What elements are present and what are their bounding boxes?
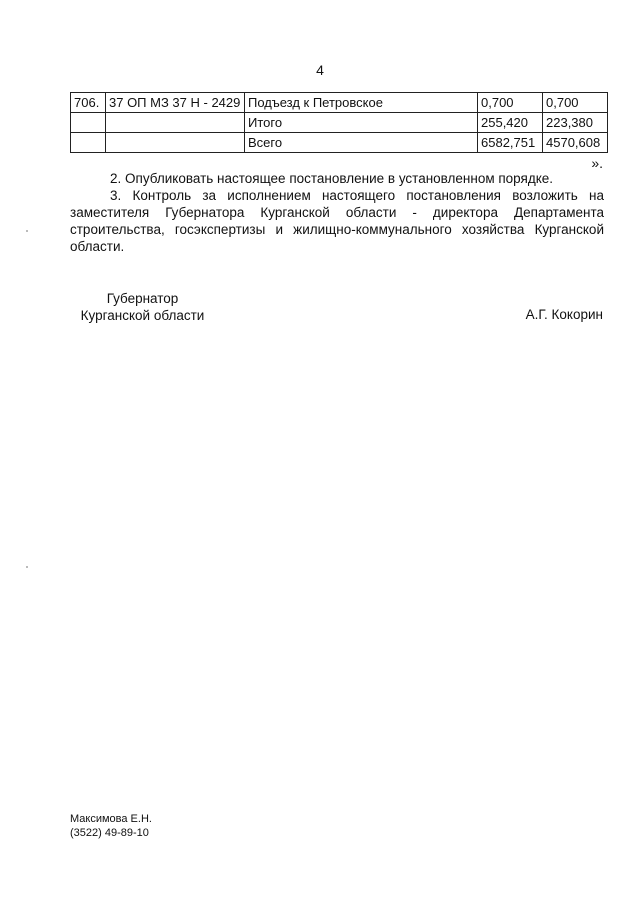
row-number [71, 133, 106, 153]
table-row [71, 113, 608, 133]
signatory-title-line: Губернатор [106, 291, 179, 306]
page-number: 4 [316, 62, 324, 78]
table-row [71, 133, 608, 153]
length-value-2: 0,700 [543, 93, 608, 113]
signatory-title [80, 290, 205, 324]
closing-quote: ». [591, 155, 603, 171]
executor-info [70, 812, 152, 840]
table-row [71, 93, 608, 113]
signatory-name: А.Г. Кокорин [525, 307, 603, 322]
total-label: Всего [245, 133, 478, 153]
length-value-1: 0,700 [478, 93, 543, 113]
road-name: Подъезд к Петровское [245, 93, 478, 113]
paragraph-publish: 2. Опубликовать настоящее постановление в установленном порядке. [110, 171, 554, 186]
roads-table [70, 92, 608, 153]
row-number [71, 113, 106, 133]
executor-name: Максимова Е.Н. [70, 813, 152, 825]
paragraph-control: 3. Контроль за исполнением настоящего постановления возложить на заместителя Губернатора Курганской области - директора Департамента строительства, госэкспертизы и жилищно-коммунального хозяйства Курганской области. [70, 188, 604, 254]
subtotal-value-1: 255,420 [478, 113, 543, 133]
total-value-1: 6582,751 [478, 133, 543, 153]
scan-dot [26, 566, 28, 568]
road-code [106, 113, 245, 133]
scan-dot [26, 230, 28, 232]
road-code: 37 ОП МЗ 37 Н - 2429 [106, 93, 245, 113]
road-code [106, 133, 245, 153]
row-number: 706. [71, 93, 106, 113]
subtotal-value-2: 223,380 [543, 113, 608, 133]
executor-phone: (3522) 49-89-10 [70, 827, 149, 839]
total-value-2: 4570,608 [543, 133, 608, 153]
subtotal-label: Итого [245, 113, 478, 133]
signatory-title-line: Курганской области [80, 308, 205, 323]
